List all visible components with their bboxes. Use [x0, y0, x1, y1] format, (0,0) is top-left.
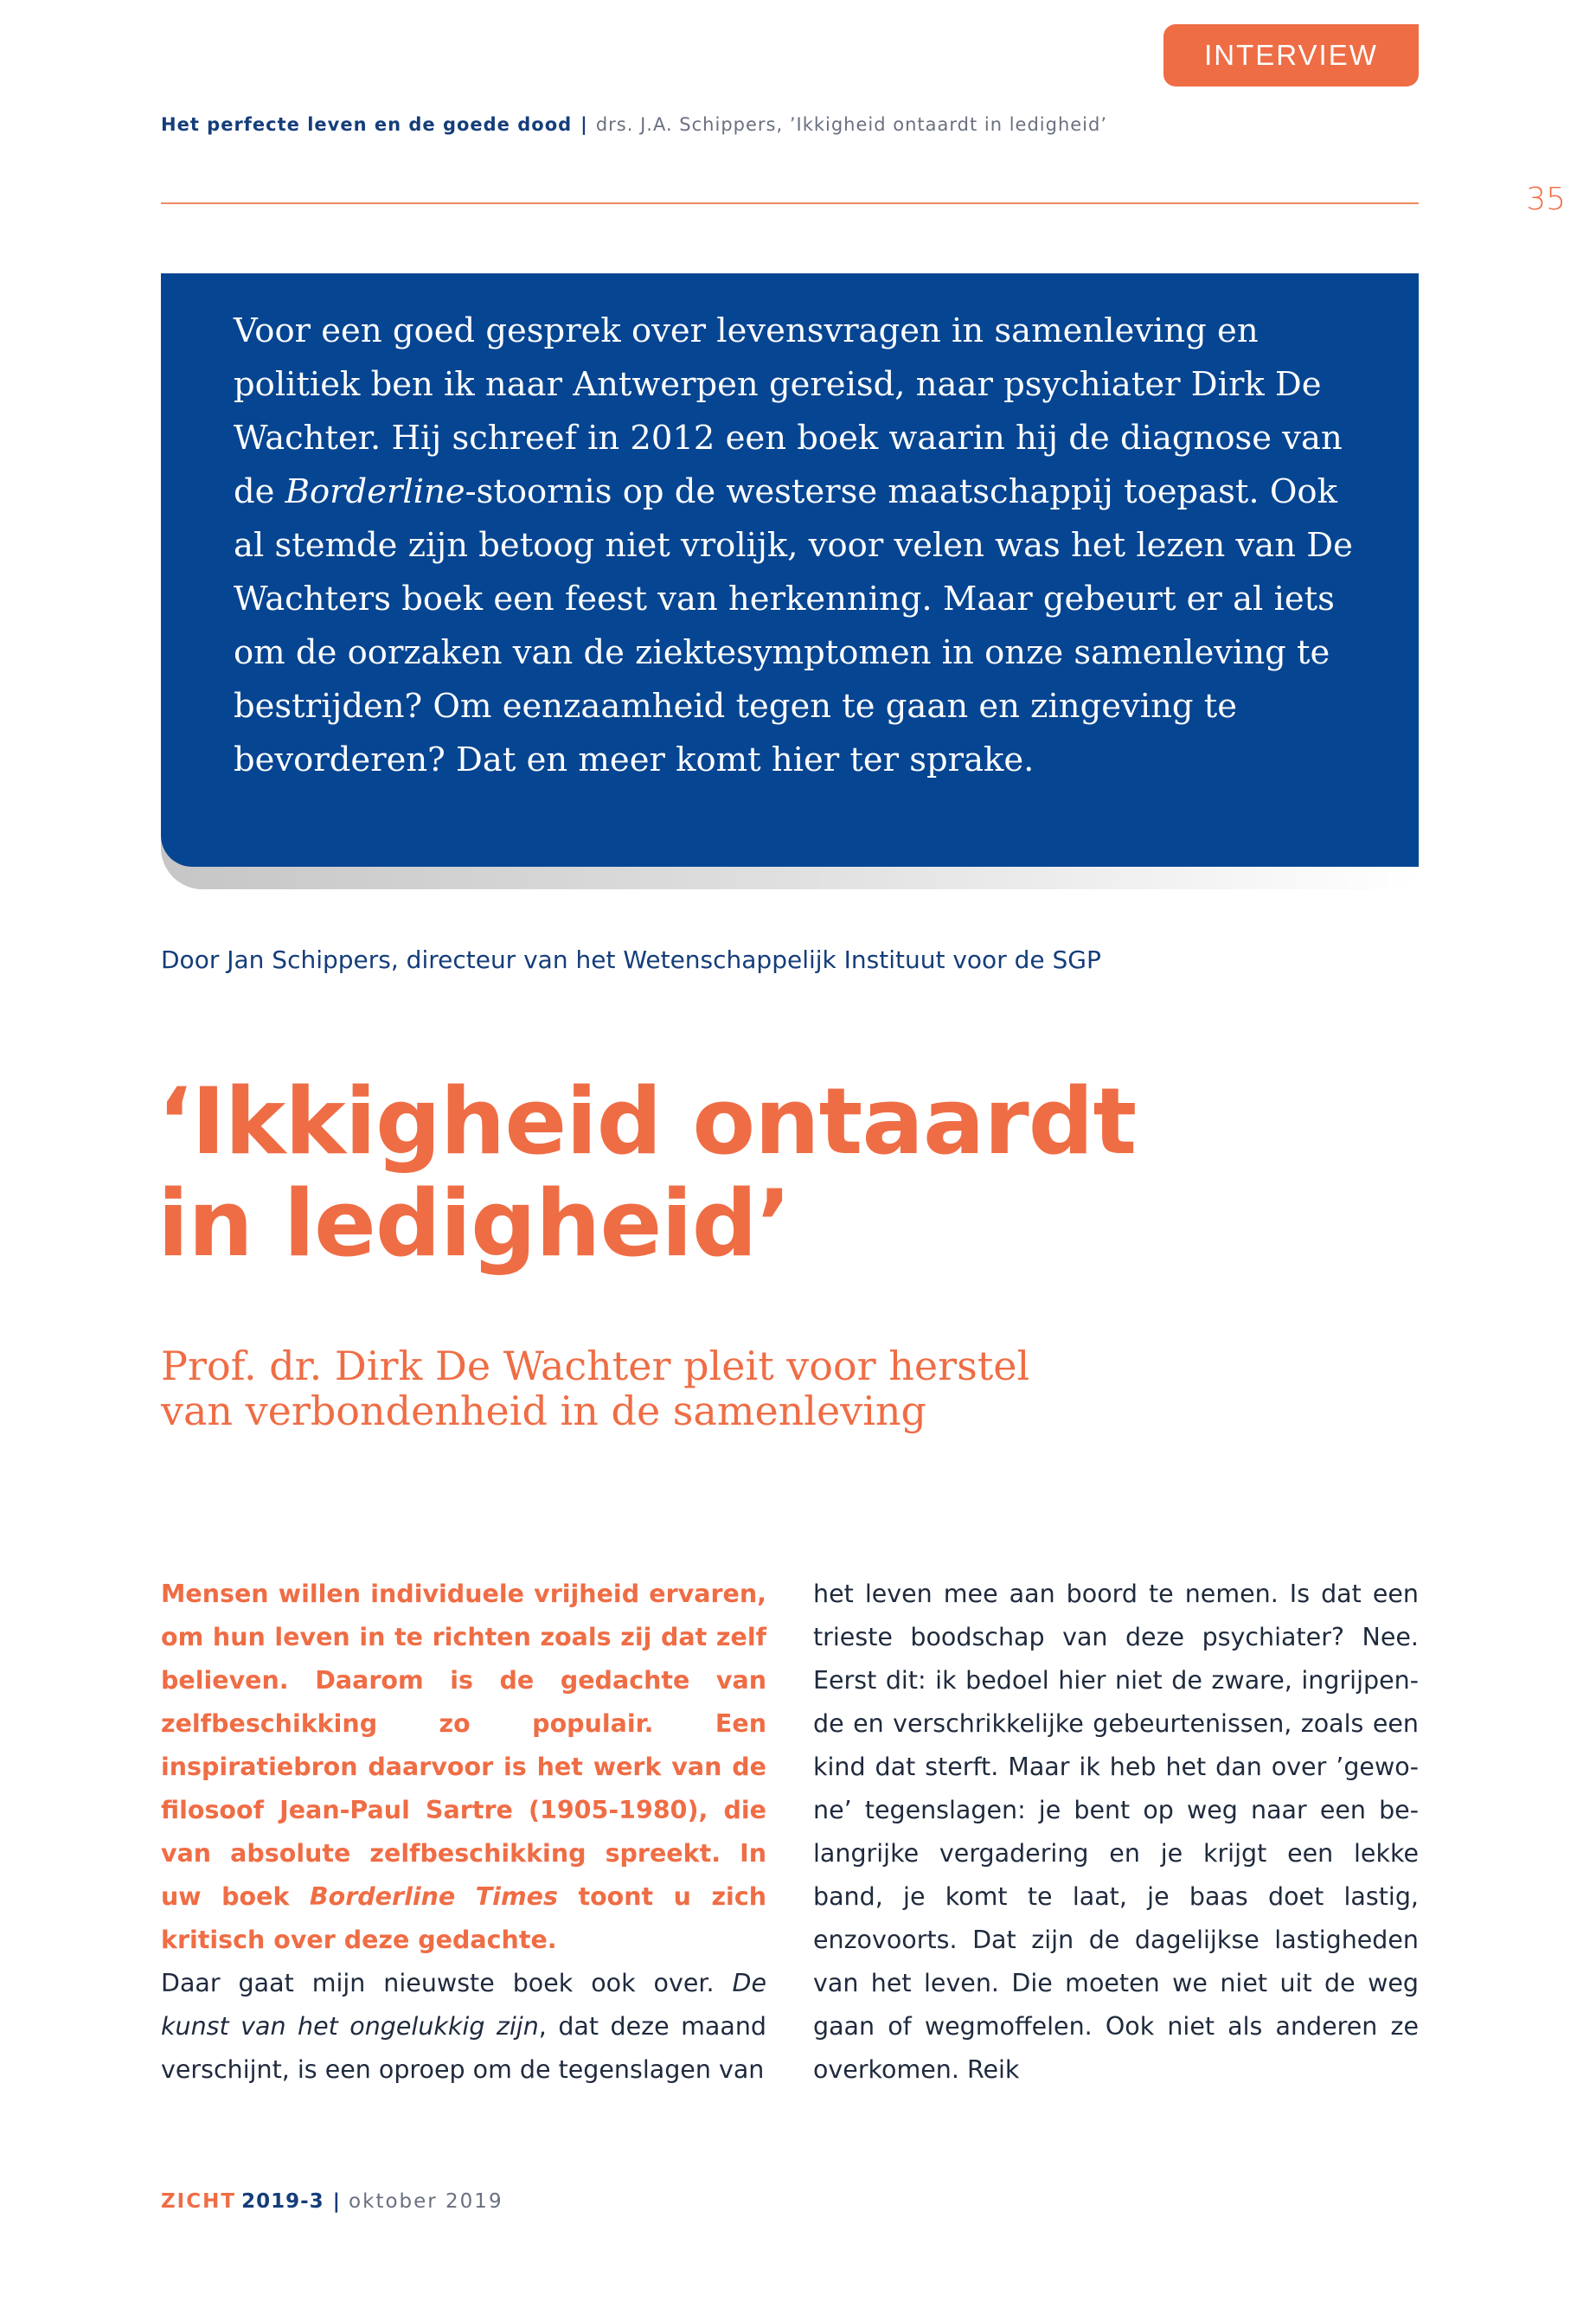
footer-separator: |	[332, 2190, 341, 2213]
body-column-right	[813, 1573, 1419, 2092]
answer-italic: De kunst van het ongelukkig zijn	[161, 1969, 766, 2041]
page-footer	[161, 2190, 939, 2213]
section-tag-interview: INTERVIEW	[1163, 24, 1419, 87]
article-title	[157, 1068, 1420, 1277]
subtitle-line-1: Prof. dr. Dirk De Wachter pleit voor herstel	[161, 1343, 1030, 1389]
issue-number: 2019-3	[241, 2190, 324, 2213]
question-part2: toont u zich kritisch over deze gedachte.	[161, 1882, 767, 1954]
intro-box	[161, 273, 1419, 867]
intro-text-italic: Borderline	[285, 472, 465, 511]
header-separator: |	[580, 114, 587, 135]
answer-part2: , dat deze maand verschijnt, is een oproep om de tegenslagen van	[161, 2012, 766, 2084]
article-subtitle	[161, 1343, 1372, 1433]
interview-answer	[161, 1962, 766, 2092]
page-number: 35	[1526, 182, 1566, 217]
title-line-1: ‘Ikkigheid ontaardt	[157, 1068, 1137, 1175]
question-italic: Borderline Times	[309, 1882, 558, 1911]
byline: Door Jan Schippers, directeur van het Wetenschappelijk Instituut voor de SGP	[161, 945, 1101, 974]
header-rule	[161, 202, 1419, 204]
answer-part1: Daar gaat mijn nieuwste boek ook over.	[161, 1969, 733, 1997]
intro-text	[234, 304, 1367, 787]
magazine-name: ZICHT	[161, 2190, 237, 2213]
right-column-text: het leven mee aan boord te nemen. Is dat een trieste boodschap van deze psychiater? Nee. Eerst dit: ik bedoel hier niet de zware, ingrijpende en verschrikkelijke gebeurtenissen, zoals een kind dat sterft. Maar ik heb het dan over ’gewone’ tegenslagen: je bent op weg naar een belangrijke vergadering en je krijgt een lekke band, je komt te laat, je baas doet lastig, enzovoorts. Dat zijn de dagelijkse lastigheden van het leven. Die moeten we niet uit de weg gaan of wegmoffelen. Ook niet als anderen ze overkomen. Reik	[813, 1580, 1419, 2084]
intro-text-part2: -stoornis op de westerse maatschappij toepast. Ook al stemde zijn betoog niet vrolijk, voor velen was het lezen van De Wachters boek een feest van herkenning. Maar gebeurt er al iets om de oorzaken van de ziektesymptomen in onze samenleving te bestrijden? Om eenzaamheid tegen te gaan en zingeving te bevorderen? Dat en meer komt hier ter sprake.	[234, 472, 1353, 779]
article-author-short: drs. J.A. Schippers, ’Ikkigheid ontaardt in ledigheid’	[595, 114, 1108, 135]
intro-text-part1: Voor een goed gesprek over levensvragen in samenleving en politiek ben ik naar Antwerpen gereisd, naar psychiater Dirk De Wachter. Hij schreef in 2012 een boek waarin hij de diagnose van de	[234, 311, 1343, 511]
body-column-left	[161, 1573, 766, 2092]
running-header	[161, 114, 1199, 135]
subtitle-line-2: van verbondenheid in de samenleving	[161, 1388, 927, 1434]
issue-date: oktober 2019	[349, 2190, 503, 2213]
question-part1: Mensen willen individuele vrijheid ervaren, om hun leven in te richten zoals zij dat zelf believen. Daarom is de gedachte van zelfbeschikking zo populair. Een inspiratiebron daarvoor is het werk van de filosoof Jean-Paul Sartre (1905-1980), die van absolute zelfbeschikking spreekt. In uw boek	[161, 1580, 766, 1911]
series-title: Het perfecte leven en de goede dood	[161, 114, 573, 135]
title-line-2: in ledigheid’	[157, 1170, 791, 1277]
interview-question	[161, 1573, 766, 1962]
